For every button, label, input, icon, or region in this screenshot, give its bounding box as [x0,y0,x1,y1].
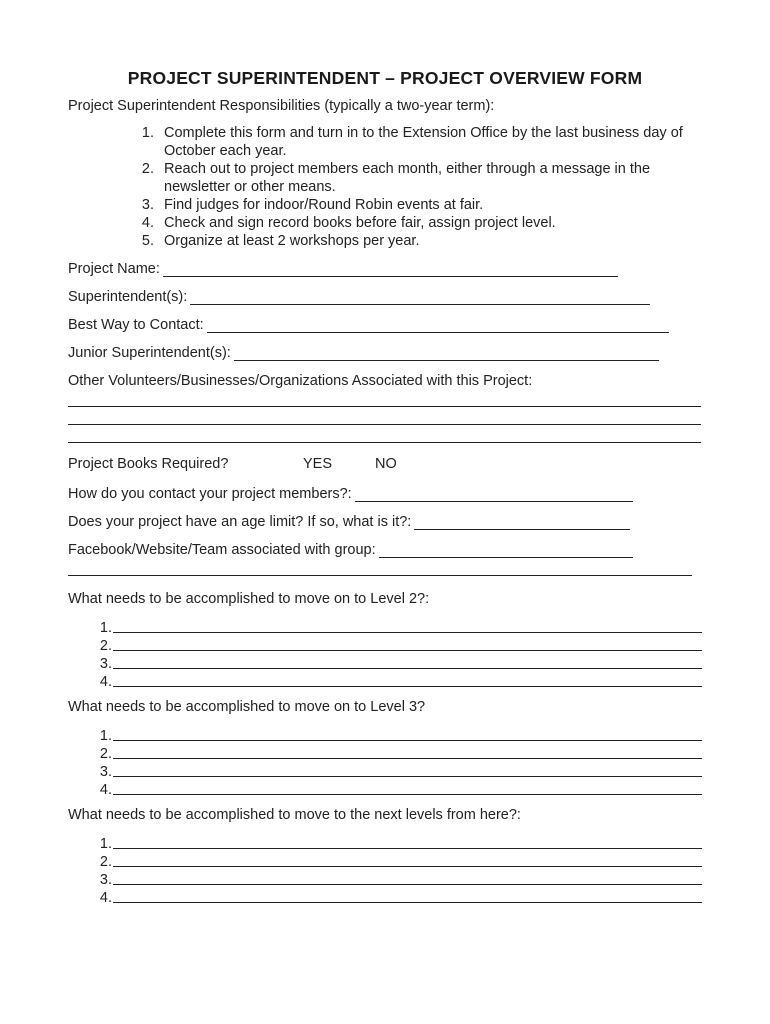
answer-number: 4. [99,674,112,690]
other-volunteers-label: Other Volunteers/Businesses/Organizations Associated with this Project: [68,373,533,389]
level2-question: What needs to be accomplished to move on to Level 2?: [68,591,430,607]
project-name-input-line[interactable] [163,262,618,277]
yes-option[interactable]: YES [303,456,333,472]
other-volunteers-line-1[interactable] [68,389,701,407]
project-books-label: Project Books Required? [68,456,229,472]
best-way-field [68,315,702,333]
answer-line[interactable] [113,872,702,885]
best-way-label: Best Way to Contact: [68,317,204,333]
answer-line[interactable] [113,890,702,903]
answer-line[interactable] [113,764,702,777]
answer-row [68,780,702,798]
answer-row [68,744,702,762]
facebook-label: Facebook/Website/Team associated with group: [68,542,376,558]
answer-line[interactable] [113,782,702,795]
answer-row [68,618,702,636]
responsibility-item: 3. Find judges for indoor/Round Robin events at fair. [158,196,702,214]
answer-number: 1. [99,620,112,636]
answer-number: 4. [99,890,112,906]
answer-line[interactable] [113,656,702,669]
answer-number: 1. [99,728,112,744]
answer-line[interactable] [113,854,702,867]
page-title: PROJECT SUPERINTENDENT – PROJECT OVERVIEW FORM [127,68,643,88]
facebook-field [68,540,702,558]
answer-row [68,888,702,906]
answer-row [68,636,702,654]
junior-label: Junior Superintendent(s): [68,345,231,361]
answer-number: 2. [99,746,112,762]
no-option[interactable]: NO [375,456,397,472]
contact-members-field [68,484,702,502]
facebook-input-line[interactable] [379,543,633,558]
answer-line[interactable] [113,638,702,651]
project-books-row [68,456,702,474]
junior-field [68,343,702,361]
answer-line[interactable] [113,674,702,687]
answer-row [68,852,702,870]
answer-line[interactable] [113,836,702,849]
answer-number: 3. [99,656,112,672]
level2-answers [68,618,702,690]
other-volunteers-line-3[interactable] [68,425,701,443]
contact-members-input-line[interactable] [355,487,633,502]
superintendents-label: Superintendent(s): [68,289,188,305]
project-name-field [68,259,702,277]
answer-row [68,870,702,888]
answer-line[interactable] [113,746,702,759]
responsibilities-list [68,124,702,250]
superintendents-input-line[interactable] [190,290,650,305]
age-limit-input-line[interactable] [414,515,630,530]
answer-number: 2. [99,638,112,654]
answer-row [68,672,702,690]
answer-row [68,762,702,780]
best-way-input-line[interactable] [207,318,669,333]
level3-question: What needs to be accomplished to move on to Level 3? [68,699,426,715]
answer-number: 3. [99,872,112,888]
answer-line[interactable] [113,620,702,633]
age-limit-label: Does your project have an age limit? If so, what is it?: [68,514,412,530]
next-levels-answers [68,834,702,906]
other-volunteers-field [68,371,702,389]
responsibility-item: 4. Check and sign record books before fair, assign project level. [158,214,702,232]
responsibility-item: 1. Complete this form and turn in to the Extension Office by the last business day of October each year. [158,124,702,160]
age-limit-field [68,512,702,530]
superintendents-field [68,287,702,305]
level3-answers [68,726,702,798]
contact-members-label: How do you contact your project members?: [68,486,352,502]
next-levels-question: What needs to be accomplished to move to the next levels from here?: [68,807,521,823]
facebook-line-2[interactable] [68,558,692,576]
answer-number: 3. [99,764,112,780]
project-name-label: Project Name: [68,261,160,277]
answer-number: 4. [99,782,112,798]
junior-input-line[interactable] [234,346,659,361]
responsibility-item: 2. Reach out to project members each month, either through a message in the newsletter or other means. [158,160,702,196]
answer-row [68,654,702,672]
responsibilities-intro: Project Superintendent Responsibilities (typically a two-year term): [68,98,495,114]
answer-number: 2. [99,854,112,870]
answer-number: 1. [99,836,112,852]
answer-row [68,834,702,852]
other-volunteers-line-2[interactable] [68,407,701,425]
answer-row [68,726,702,744]
responsibility-item: 5. Organize at least 2 workshops per year. [158,232,702,250]
answer-line[interactable] [113,728,702,741]
